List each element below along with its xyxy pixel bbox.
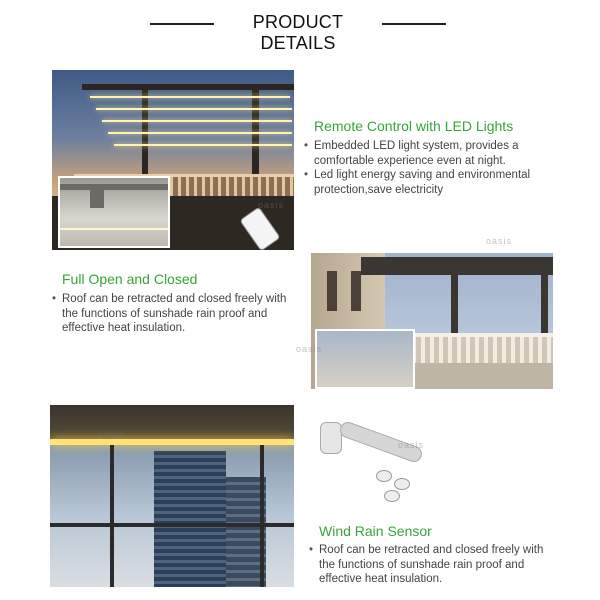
wind-rain-sensor-image (308, 408, 438, 508)
header-divider-right (382, 23, 446, 25)
watermark-logo: oasis (296, 344, 323, 354)
open-detail-inset (315, 329, 415, 389)
led-detail-inset (58, 176, 170, 248)
feature-bullets-open-closed (50, 292, 298, 336)
list-item: • Roof can be retracted and closed freely with the functions of sunshade rain proof and effective heat insulation. (307, 543, 559, 587)
led-pergola-photo (52, 70, 294, 250)
header-divider-left (150, 23, 214, 25)
feature-title-remote: Remote Control with LED Lights (314, 118, 514, 134)
feature-title-open-closed: Full Open and Closed (62, 271, 198, 287)
feature-bullets-remote (302, 139, 562, 197)
feature-bullets-sensor (307, 543, 559, 587)
section-header (0, 12, 600, 53)
watermark-logo: oasis (258, 200, 285, 210)
skyscraper-pergola-photo (50, 405, 294, 587)
open-pergola-photo (311, 253, 553, 389)
feature-title-sensor: Wind Rain Sensor (319, 523, 432, 539)
list-item: • Roof can be retracted and closed freely with the functions of sunshade rain proof and effective heat insulation. (50, 292, 298, 336)
list-item: • Led light energy saving and environmental protection,save electricity (302, 168, 562, 197)
list-item: • Embedded LED light system, provides a comfortable experience even at night. (302, 139, 562, 168)
watermark-logo: oasis (486, 236, 513, 246)
page-title: PRODUCT DETAILS (252, 12, 344, 53)
watermark-logo: oasis (98, 430, 125, 440)
watermark-logo: oasis (398, 440, 425, 450)
